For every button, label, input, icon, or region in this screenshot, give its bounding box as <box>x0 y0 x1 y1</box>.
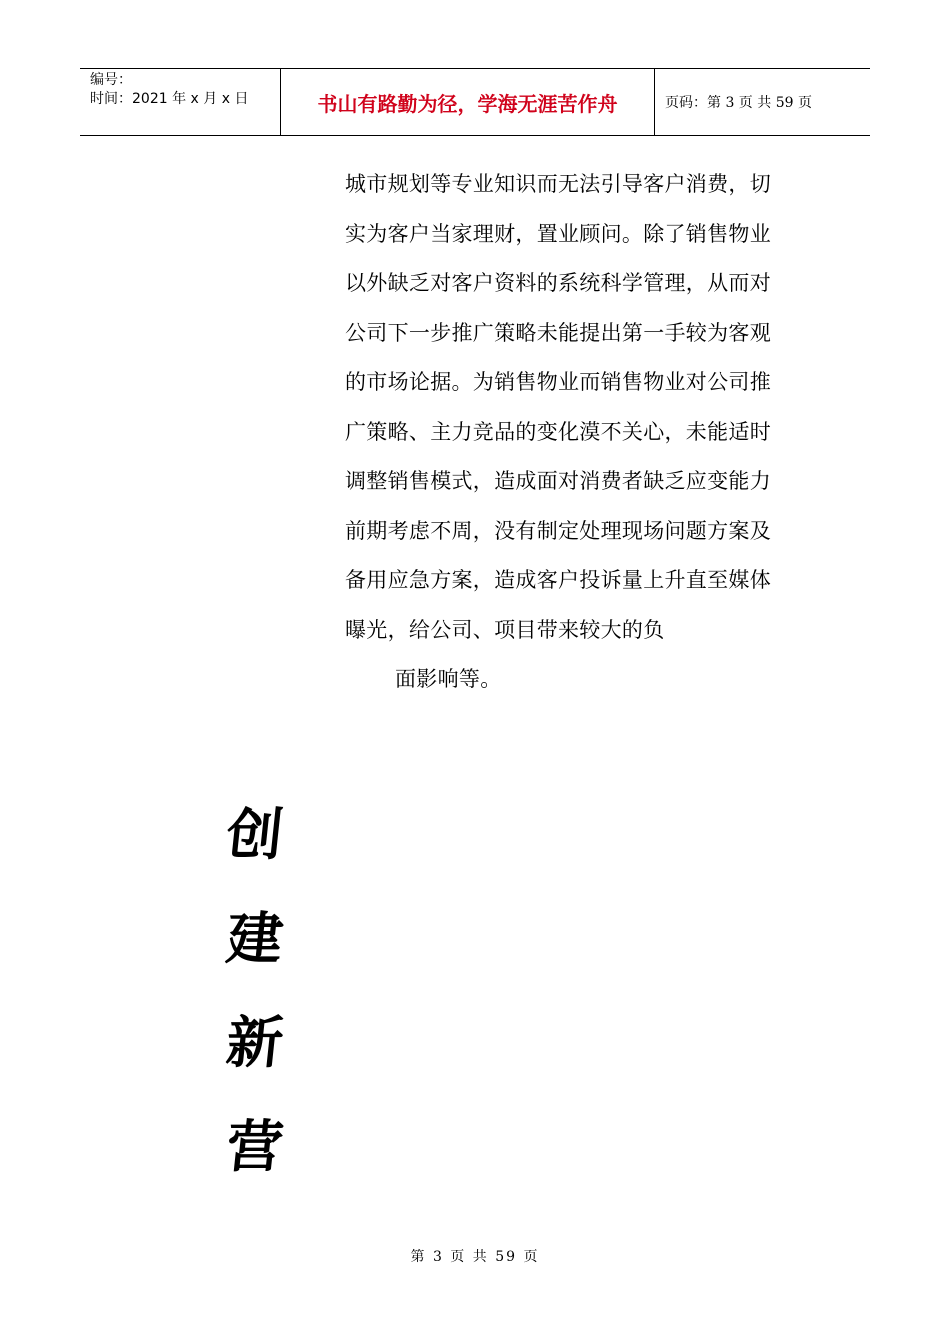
page-footer: 第 3 页 共 59 页 <box>410 1249 540 1265</box>
body-line: 曝光，给公司、项目带来较大的负 <box>345 617 665 642</box>
header-meta <box>80 69 281 135</box>
number-label: 编号： <box>90 72 132 88</box>
body-last-line: 面影响等。 <box>395 667 502 691</box>
calligraphy-char: 创 <box>223 802 287 868</box>
body-line: 广策略、主力竞品的变化漠不关心，未能适时 <box>345 419 771 444</box>
calligraphy-column <box>218 800 288 1216</box>
body-line: 前期考虑不周，没有制定处理现场问题方案及 <box>345 518 771 543</box>
time-label: 时间：2021 年 x 月 x 日 <box>90 91 249 107</box>
body-line: 公司下一步推广策略未能提出第一手较为客观 <box>345 320 771 345</box>
body-line: 调整销售模式，造成面对消费者缺乏应变能力 <box>345 469 771 493</box>
calligraphy-char: 建 <box>223 906 287 972</box>
body-line: 以外缺乏对客户资料的系统科学管理，从而对 <box>345 271 771 295</box>
calligraphy-char: 新 <box>223 1010 287 1076</box>
header-motto: 书山有路勤为径，学海无涯苦作舟 <box>281 69 655 135</box>
document-header <box>80 68 870 136</box>
body-line: 备用应急方案，造成客户投诉量上升直至媒体 <box>345 568 771 592</box>
calligraphy-char: 营 <box>223 1114 287 1180</box>
header-page-info: 页码：第 3 页 共 59 页 <box>665 95 812 111</box>
body-line: 实为客户当家理财，置业顾问。除了销售物业 <box>345 221 771 246</box>
body-line: 的市场论据。为销售物业而销售物业对公司推 <box>345 370 771 394</box>
body-line: 城市规划等专业知识而无法引导客户消费，切 <box>345 172 771 196</box>
body-paragraph <box>345 160 815 705</box>
